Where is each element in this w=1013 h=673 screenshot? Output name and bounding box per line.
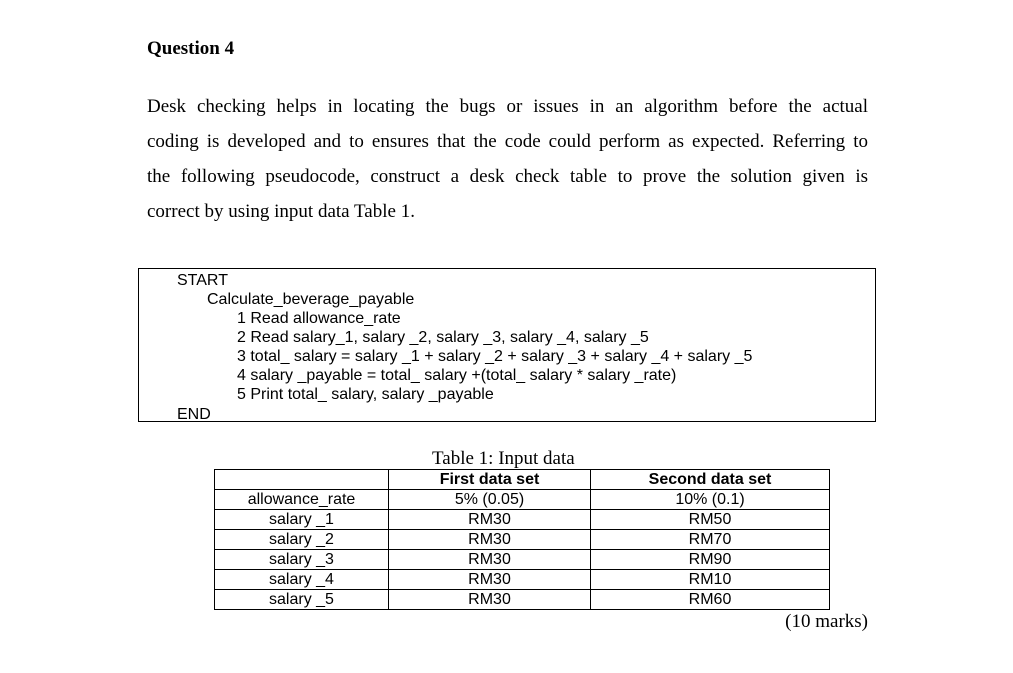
row-label: salary _3 [215,550,389,570]
table-cell: RM30 [389,530,591,550]
row-label: salary _4 [215,570,389,590]
paragraph-line: correct by using input data Table 1. [147,201,415,222]
table-row [215,570,830,590]
row-label: allowance_rate [215,490,389,510]
table-cell: RM50 [591,510,830,530]
pseudocode-step: 5 Print total_ salary, salary _payable [237,386,494,403]
pseudocode-end: END [177,406,211,423]
table-row [215,550,830,570]
row-label: salary _5 [215,590,389,610]
table-header-row [215,470,830,490]
input-data-table [214,469,830,610]
table-cell: RM30 [389,570,591,590]
paragraph-line: the following pseudocode, construct a desk check table to prove the solution given is [147,166,868,187]
table-cell: RM70 [591,530,830,550]
table-cell: 5% (0.05) [389,490,591,510]
table-row [215,530,830,550]
paragraph-line: Desk checking helps in locating the bugs or issues in an algorithm before the actual [147,96,868,117]
paragraph-line: coding is developed and to ensures that the code could perform as expected. Referring to [147,131,868,152]
pseudocode-step: 2 Read salary_1, salary _2, salary _3, salary _4, salary _5 [237,329,649,346]
pseudocode-module-name: Calculate_beverage_payable [207,291,415,308]
header-cell [215,470,389,490]
row-label: salary _1 [215,510,389,530]
table-row [215,490,830,510]
table-cell: RM90 [591,550,830,570]
marks-label: (10 marks) [785,611,868,632]
table-cell: RM30 [389,590,591,610]
pseudocode-start: START [177,272,228,289]
table-caption: Table 1: Input data [432,448,575,469]
table-row [215,510,830,530]
table-cell: RM10 [591,570,830,590]
pseudocode-box [138,268,876,422]
table-row [215,590,830,610]
pseudocode-step: 3 total_ salary = salary _1 + salary _2 + salary _3 + salary _4 + salary _5 [237,348,753,365]
row-label: salary _2 [215,530,389,550]
header-cell: First data set [389,470,591,490]
table-cell: RM30 [389,510,591,530]
pseudocode-step: 1 Read allowance_rate [237,310,401,327]
table-cell: 10% (0.1) [591,490,830,510]
pseudocode-step: 4 salary _payable = total_ salary +(total_ salary * salary _rate) [237,367,677,384]
table-cell: RM60 [591,590,830,610]
header-cell: Second data set [591,470,830,490]
table-cell: RM30 [389,550,591,570]
question-heading: Question 4 [147,38,235,59]
